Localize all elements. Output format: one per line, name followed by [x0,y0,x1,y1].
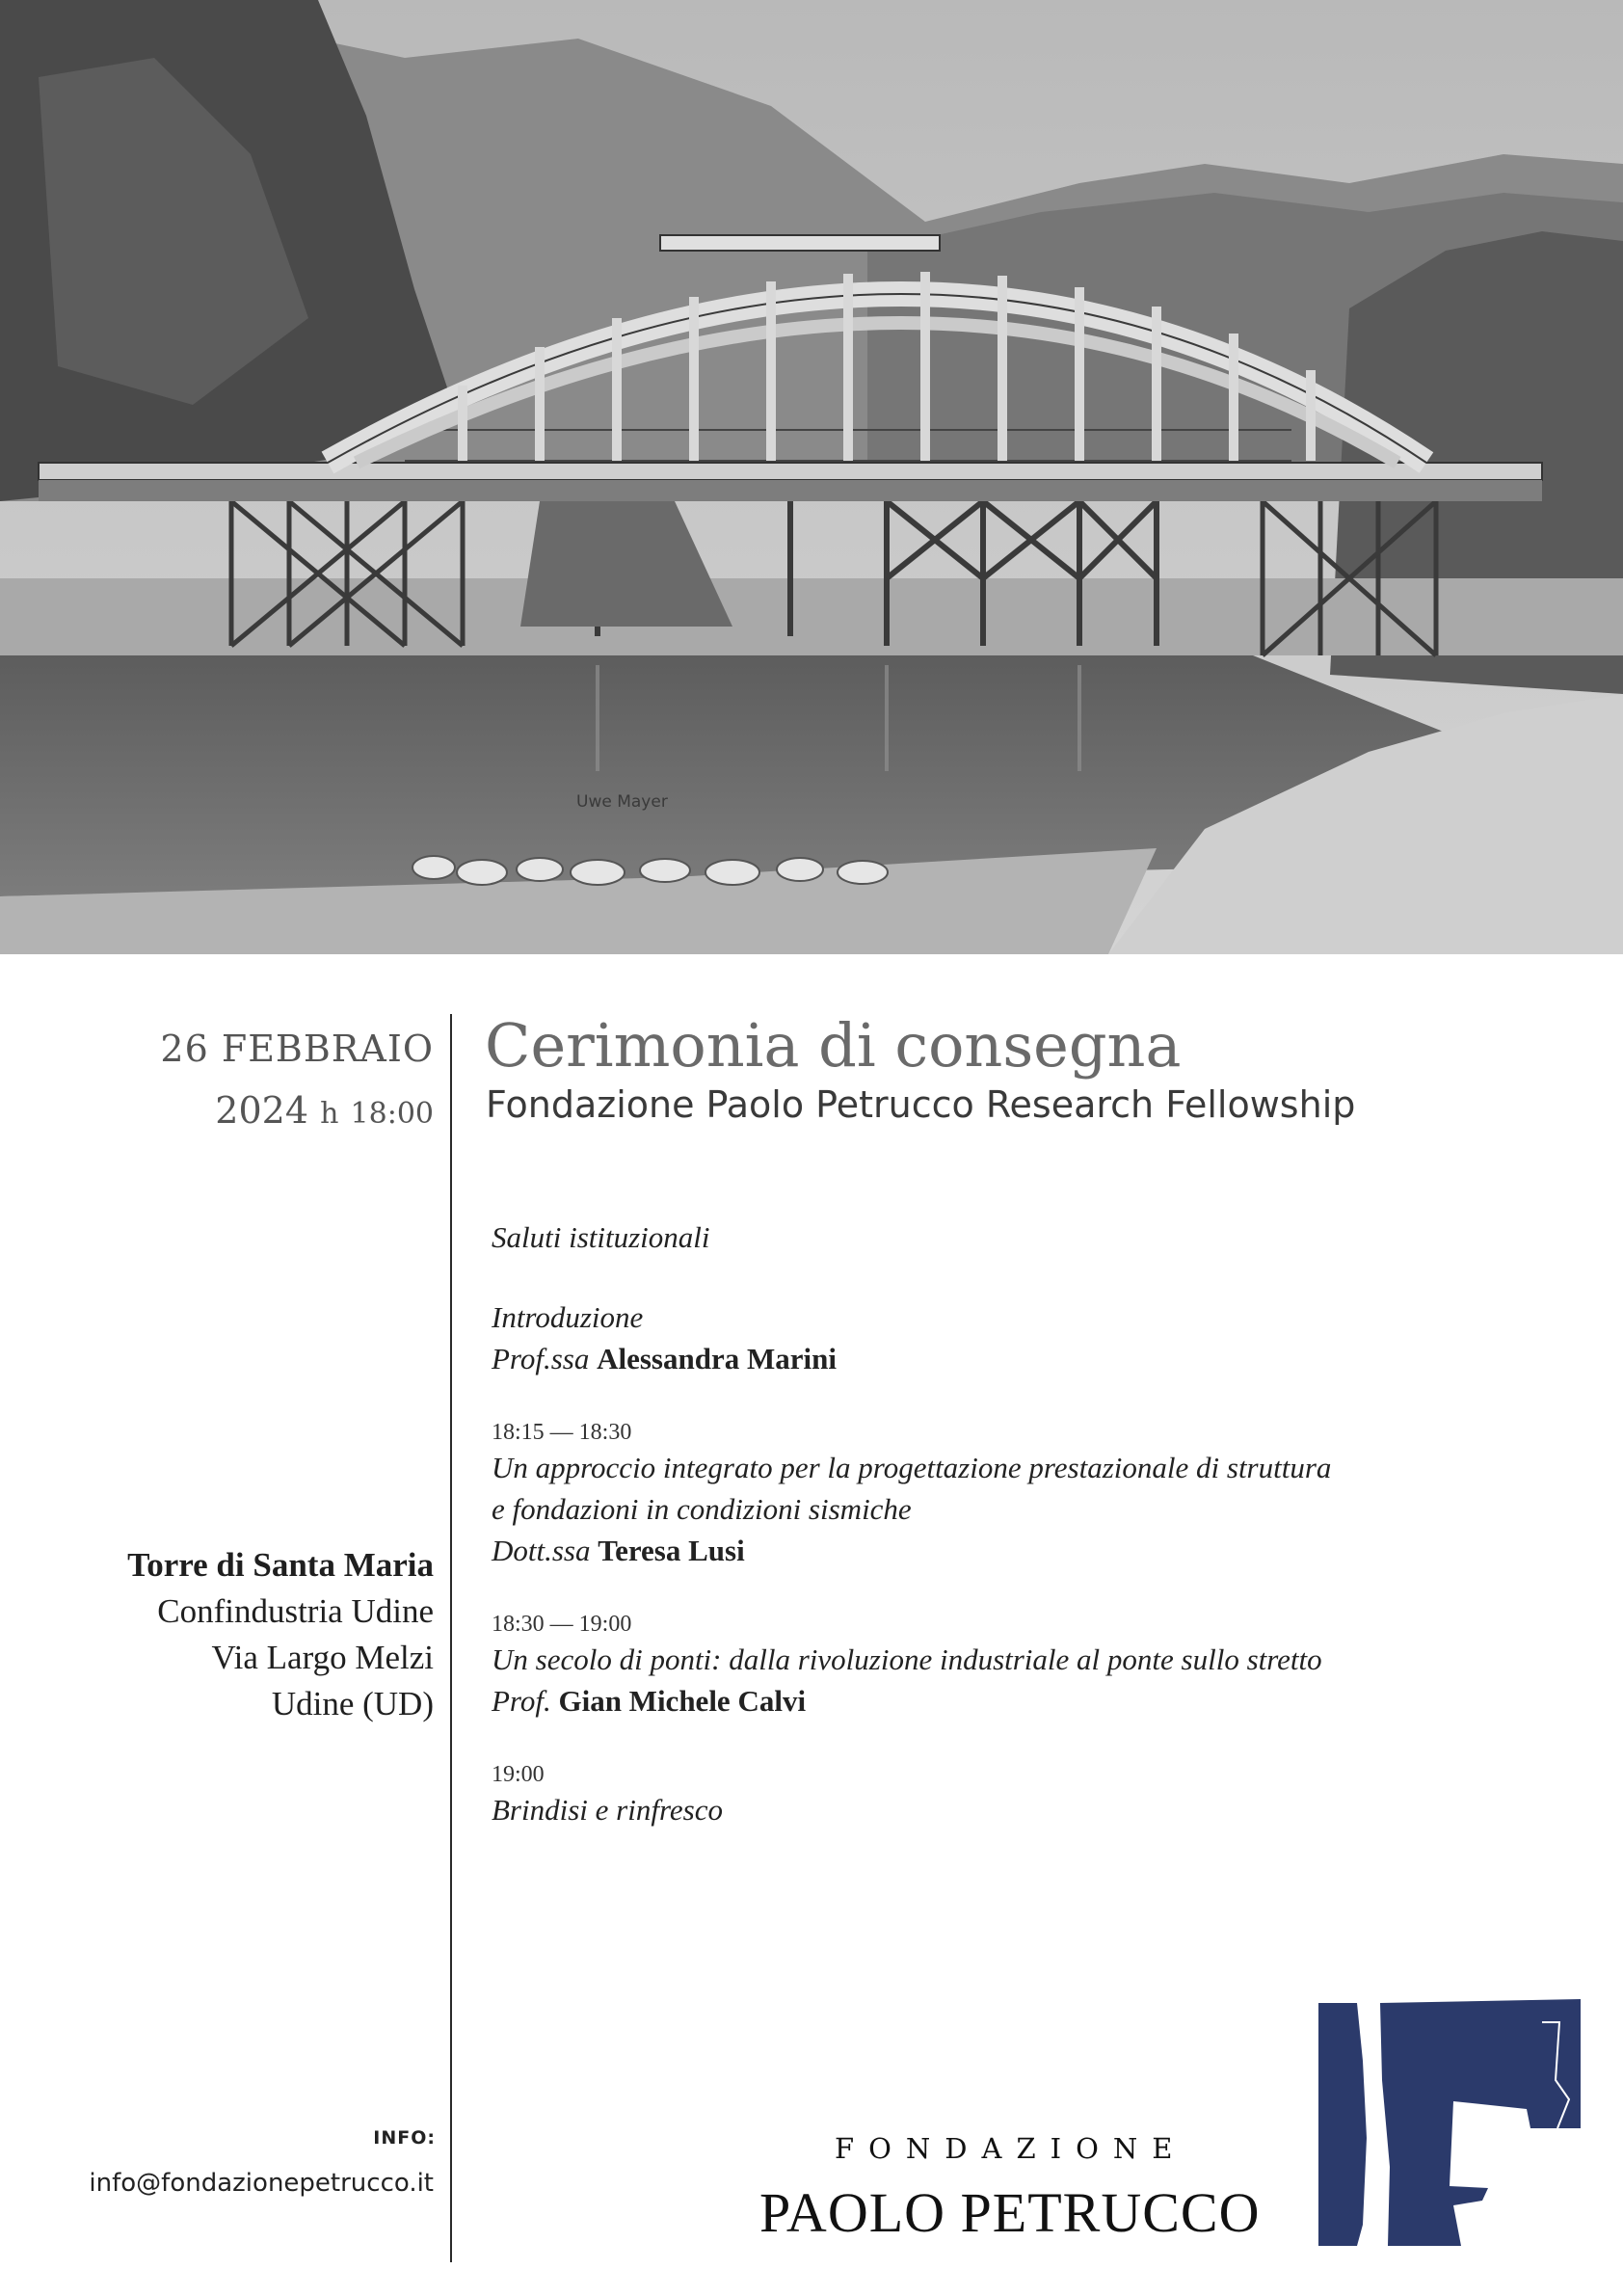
program-item [492,1610,1513,1722]
event-time: 18:00 [350,1097,434,1131]
program-title: e fondazioni in condizioni sismiche [492,1492,912,1526]
event-year-time [215,1089,434,1132]
venue-line: Via Largo Melzi [211,1639,434,1676]
program-item [492,1216,1513,1258]
logo-fondazione-text: FONDAZIONE [835,2132,1187,2165]
photo-credit: Uwe Mayer [576,792,668,812]
logo-name-text: PAOLO PETRUCCO [759,2181,1261,2244]
program-speaker [492,1338,1513,1379]
speaker-name: Gian Michele Calvi [558,1684,807,1718]
venue-name: Torre di Santa Maria [127,1546,434,1584]
program-title: Saluti istituzionali [492,1220,710,1254]
speaker-name: Teresa Lusi [598,1534,745,1567]
program-title: Introduzione [492,1300,644,1334]
foundation-logo-icon [1318,1993,1581,2254]
program-time: 18:30 — 19:00 [492,1612,632,1637]
event-time-prefix: h [320,1097,339,1131]
program-item [492,1296,1513,1379]
speaker-name: Alessandra Marini [597,1342,837,1375]
program-speaker [492,1680,1513,1722]
column-divider [450,1014,452,2262]
program-time: 19:00 [492,1762,545,1787]
program-item [492,1418,1513,1571]
event-year: 2024 [215,1089,309,1132]
venue-line: Confindustria Udine [157,1592,434,1630]
info-label: INFO: [373,2127,436,2149]
bridge-photo [0,0,1623,954]
bridge-photo-drawing [0,0,1623,954]
event-date: 26 FEBBRAIO [160,1028,434,1070]
event-title: Cerimonia di consegna [485,1010,1182,1081]
venue-line: Udine (UD) [271,1685,434,1722]
venue-block [127,1542,434,1727]
program-speaker [492,1530,1513,1571]
program-time: 18:15 — 18:30 [492,1420,632,1445]
info-email-link[interactable]: info@fondazionepetrucco.it [89,2169,434,2198]
event-subtitle: Fondazione Paolo Petrucco Research Fellowship [486,1083,1356,1126]
speaker-role: Prof.ssa [492,1342,590,1375]
program-title: Un approccio integrato per la progettazione prestazionale di struttura [492,1451,1332,1484]
program-title: Brindisi e rinfresco [492,1793,723,1827]
program-list [492,1216,1513,1869]
speaker-role: Prof. [492,1684,551,1718]
program-item [492,1760,1513,1830]
speaker-role: Dott.ssa [492,1534,591,1567]
program-title: Un secolo di ponti: dalla rivoluzione industriale al ponte sullo stretto [492,1642,1322,1676]
